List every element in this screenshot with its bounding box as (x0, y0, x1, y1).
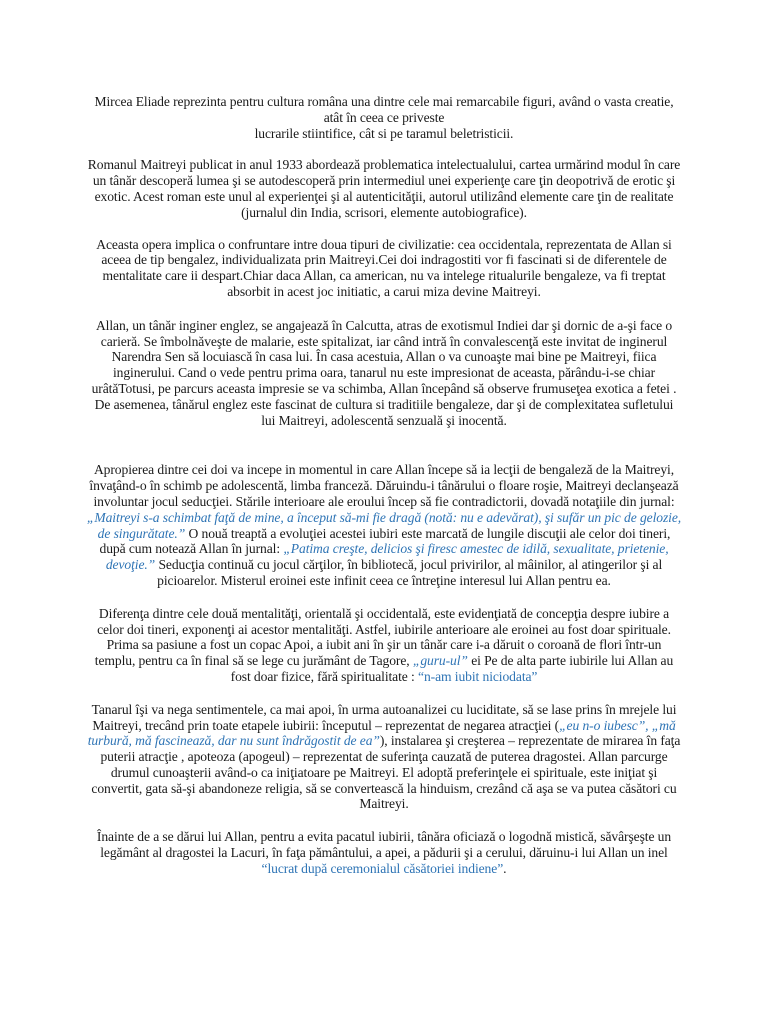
love-stages-paragraph (86, 702, 682, 813)
allan-paragraph: Allan, un tânăr inginer englez, se angajează în Calcutta, atras de exotismul Indiei dar şi dornic de a-şi face o carieră. Se îmbolnăveşte de malarie, este spitalizat, iar când intră în convalescenţă este invitat de inginerul Narendra Sen să locuiască în casa lui. În casa acestuia, Allan o va cunoaşte mai bine pe Maitreyi, fiica inginerului. Cand o vede pentru prima oara, tanarul nu este impresionat de aceasta, părându-i-se chiar urâtăTotusi, pe parcurs aceasta impresie se va schimba, Allan începând să observe frumuseţea exotica a fetei . De asemenea, tânărul englez este fascinat de cultura si traditiile bengaleze, dar şi de complexitatea sufletului lui Maitreyi, adolescentă senzuală şi inocentă. (91, 317, 677, 428)
love-stages-text-1: Tanarul îşi va nega sentimentele, ca mai apoi, în urma autoanalizei cu luciditate, să se lase prins în mrejele lui Maitreyi, trecând prin toate etapele iubirii: începutul – reprezentat de negarea atracţiei ( (91, 701, 677, 733)
civilization-paragraph: Aceasta opera implica o confruntare intre doua tipuri de civilizatie: cea occidentala, reprezentata de Allan si aceea de tip bengalez, individualizata prin Maitreyi.Cei doi indragostiti vor fi fascinati si de diferentele de mentalitate care ii despart.Chiar daca Allan, ca american, nu va intelege ritualurile bengaleze, va fi treptat absorbit in acest joc initiatic, a carui miza devine Maitreyi. (96, 236, 672, 299)
journal-quote-1: „Maitreyi s-a schimbat faţă de mine, a început să-mi fie dragă (notă: nu e adevărat), şi sufăr un pic de gelozie, de singurătate.” (86, 509, 682, 541)
mentality-text-2: ei Pe de alta parte iubirile lui Allan au fost doar fizice, fără spiritualitate : (230, 653, 674, 684)
seduction-text-2: O nouă treaptă a evoluţiei acestei iubiri este marcată de lungile discuţii ale celor doi tineri, după cum notează Allan în jurnal: (99, 525, 671, 557)
novel-overview-paragraph: Romanul Maitreyi publicat in anul 1933 abordează problematica intelectualului, cartea urmărind modul în care un tânăr descoperă lumea şi se autodescoperă prin intermediul unei experienţe care ţin deopotrivă de erotic şi exotic. Acest roman este unul al experienţei şi al autenticităţii, autorul utilizând elemente care ţin de realitate (jurnalul din India, scrisori, elemente autobiografice). (87, 157, 681, 220)
engagement-paragraph (86, 829, 682, 876)
ceremony-quote: “lucrat după ceremonialul căsătoriei indiene” (261, 860, 504, 876)
seduction-paragraph (86, 462, 682, 588)
intro-line-2: lucrarile stiintifice, cât si pe taramul beletristicii. (254, 125, 514, 141)
guru-quote: „guru-ul” (412, 653, 468, 669)
intro-line-1: Mircea Eliade reprezinta pentru cultura româna una dintre cele mai remarcabile figuri, având o vasta creatie, atât în ceea ce priveste (94, 94, 674, 125)
journal-quote-2: „Patima creşte, delicios şi firesc amestec de idilă, sexualitate, prietenie, devoţie.” (105, 541, 669, 573)
mentality-text-1: Diferenţa dintre cele două mentalităţi, orientală şi occidentală, este evidenţiată de concepţia despre iubire a celor doi tineri, exponenţi ai acestor mentalităţi. Astfel, iubirile anterioare ale eroinei au fost doar spirituale. Prima sa pasiune a fost un copac Apoi, a iubit ani în şir un tânăr care i-a dăruit o coroană de flori într-un templu, pentru ca în final să se lege cu jurământ de Tagore, (94, 605, 671, 669)
denial-quote: „eu n-o iubesc”, „mă turbură, mă fascinează, dar nu sunt îndrăgostit de ea” (87, 717, 676, 749)
seduction-text-3: Seducţia continuă cu jocul cărţilor, în bibliotecă, jocul privirilor, al mâinilor, al atingerilor şi al picioarelor. Misterul eroinei este infinit ceea ce întreţine interesul lui Allan pentru ea. (155, 557, 663, 588)
intro-paragraph (86, 94, 682, 141)
mentality-paragraph (86, 606, 682, 685)
never-loved-quote: “n-am iubit niciodata” (418, 668, 538, 684)
love-stages-text-2: ), instalarea şi creşterea – reprezentate de mirarea în faţa puterii atracţie , apoteoza (apogeul) – reprezentat de suferinţa cauzată de puterea dragostei. Allan parcurge drumul cunoaşterii având-o ca iniţiatoare pe Maitreyi. El adoptă preferinţele ei spirituale, este iniţiat şi convertit, gata să-şi abandoneze religia, să se convertească la hinduism, crezând că aşa se va putea căsători cu Maitreyi. (91, 733, 681, 812)
seduction-text-1: Apropierea dintre cei doi va incepe in momentul in care Allan începe să ia lecţii de bengaleză de la Maitreyi, învaţând-o în schimb pe adolescentă, limba franceză. Dăruindu-i tânărului o floare roşie, Maitreyi declanşează involuntar jocul seducţiei. Stările interioare ale eroului încep să fie contradictorii, dovadă notaţiile din jurnal: (89, 462, 679, 509)
engagement-text-1: Înainte de a se dărui lui Allan, pentru a evita pacatul iubirii, tânăra oficiază o logodnă mistică, săvârşeşte un legământ al dragostei la Lacuri, în faţa pământului, a apei, a pădurii şi a cerului, dăruinu-i lui Allan un inel (96, 829, 672, 861)
engagement-text-2: . (503, 860, 507, 876)
